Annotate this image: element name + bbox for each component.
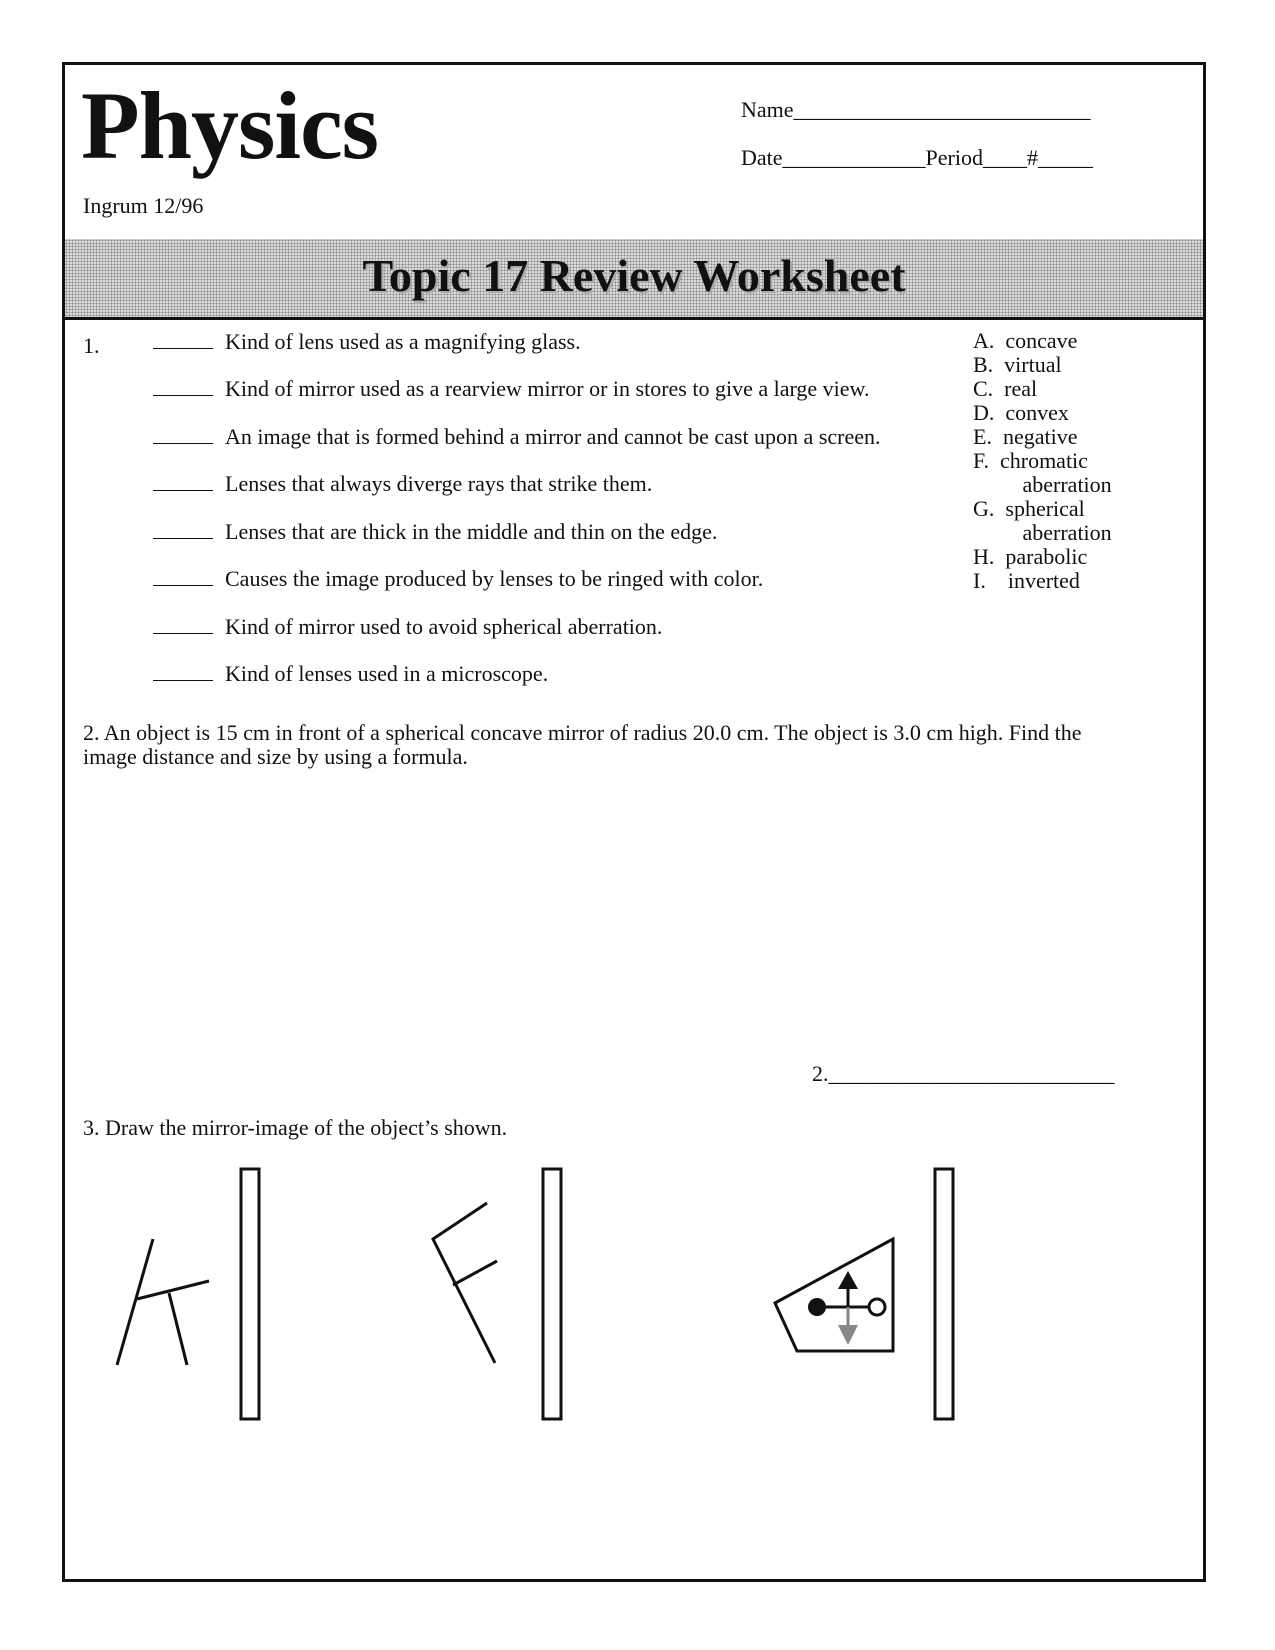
- question-1-number: 1.: [83, 333, 100, 358]
- matching-item-text: Kind of mirror used as a rearview mirror or in stores to give a large view.: [225, 376, 870, 401]
- question-3-text: 3. Draw the mirror-image of the object’s shown.: [83, 1115, 508, 1140]
- choice: H. parabolic: [973, 544, 1088, 569]
- choice: F. chromatic: [973, 448, 1088, 473]
- matching-item: [153, 329, 581, 355]
- answer-blank[interactable]: [153, 377, 213, 396]
- matching-item: [153, 661, 548, 687]
- f-bar-line: [453, 1261, 497, 1285]
- f-spine-line: [433, 1203, 495, 1363]
- choice: aberration: [973, 520, 1112, 545]
- answer-blank[interactable]: [153, 520, 213, 539]
- matching-item: [153, 566, 763, 592]
- object-shape-figure: [775, 1239, 893, 1351]
- matching-item: [153, 471, 652, 497]
- choice: aberration: [973, 472, 1112, 497]
- subject-title: Physics: [81, 72, 379, 179]
- answer-blank[interactable]: [153, 330, 213, 349]
- mirror-2: [543, 1169, 561, 1419]
- k-arm-line: [137, 1281, 209, 1299]
- matching-item-text: An image that is formed behind a mirror and cannot be cast upon a screen.: [225, 424, 881, 449]
- author-line: Ingrum 12/96: [83, 193, 204, 218]
- answer-choices: [973, 329, 1112, 593]
- question-2-text: 2. An object is 15 cm in front of a spherical concave mirror of radius 20.0 cm. The object is 3.0 cm high. Find the image distance and size by using a formula.: [83, 720, 1082, 769]
- choice: B. virtual: [973, 352, 1062, 377]
- choice: A. concave: [973, 328, 1078, 353]
- mirror-figures: [65, 1155, 1203, 1455]
- matching-item: [153, 614, 662, 640]
- answer-blank[interactable]: [153, 472, 213, 491]
- quad-outline: [775, 1239, 893, 1351]
- hollow-dot-icon: [869, 1299, 885, 1315]
- worksheet-frame: [62, 62, 1206, 1582]
- object-k-figure: [117, 1239, 209, 1365]
- k-leg-line: [169, 1293, 187, 1365]
- object-f-figure: [433, 1203, 497, 1363]
- matching-item-text: Kind of lens used as a magnifying glass.: [225, 329, 581, 354]
- date-period-field[interactable]: Date_____________Period____#_____: [741, 145, 1093, 170]
- mirror-3: [935, 1169, 953, 1419]
- answer-blank[interactable]: [153, 567, 213, 586]
- k-stem-line: [117, 1239, 153, 1365]
- choice: C. real: [973, 376, 1038, 401]
- matching-item-text: Kind of lenses used in a microscope.: [225, 661, 549, 686]
- worksheet-title: Topic 17 Review Worksheet: [362, 250, 906, 301]
- question-2-answer-line[interactable]: 2.__________________________: [812, 1061, 1115, 1086]
- matching-item-text: Causes the image produced by lenses to be ringed with color.: [225, 566, 764, 591]
- choice: D. convex: [973, 400, 1069, 425]
- choice: I. inverted: [973, 568, 1080, 593]
- choice: G. spherical: [973, 496, 1085, 521]
- matching-item-text: Kind of mirror used to avoid spherical aberration.: [225, 614, 663, 639]
- matching-item: [153, 424, 881, 450]
- matching-item-text: Lenses that are thick in the middle and thin on the edge.: [225, 519, 718, 544]
- answer-blank[interactable]: [153, 425, 213, 444]
- mirror-1: [241, 1169, 259, 1419]
- name-field[interactable]: Name___________________________: [741, 97, 1091, 122]
- answer-blank[interactable]: [153, 662, 213, 681]
- choice: E. negative: [973, 424, 1078, 449]
- title-banner: [65, 239, 1203, 320]
- matching-item: [153, 519, 717, 545]
- worksheet-header: [65, 65, 1203, 242]
- matching-item: [153, 376, 870, 402]
- matching-item-text: Lenses that always diverge rays that strike them.: [225, 471, 653, 496]
- filled-dot-icon: [808, 1298, 826, 1316]
- answer-blank[interactable]: [153, 615, 213, 634]
